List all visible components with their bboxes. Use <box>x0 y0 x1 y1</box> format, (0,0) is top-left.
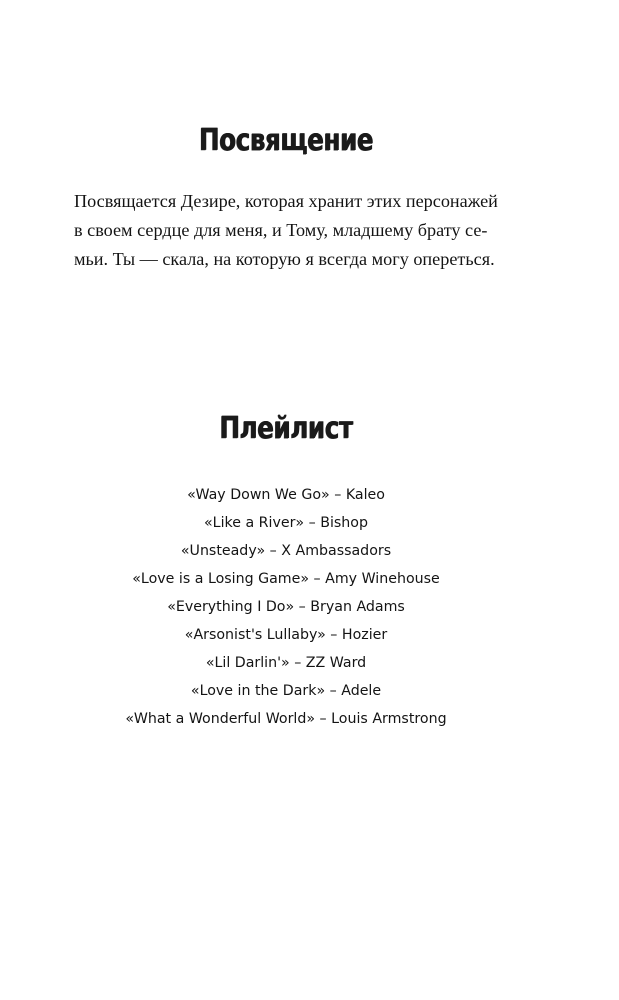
playlist-track: «Love is a Losing Game» – Amy Winehouse <box>132 571 440 587</box>
dedication-paragraph <box>74 187 510 274</box>
playlist-track: «Lil Darlin'» – ZZ Ward <box>205 655 367 671</box>
playlist-heading: Плейлист <box>219 411 353 446</box>
playlist-track: «Unsteady» – X Ambassadors <box>180 543 392 559</box>
playlist-track-list <box>0 481 572 733</box>
dedication-line: мьи. Ты — скала, на которую я всегда могу опереться. <box>74 249 495 269</box>
playlist-track: «Way Down We Go» – Kaleo <box>187 487 385 503</box>
playlist-track: «Love in the Dark» – Adele <box>190 683 382 699</box>
playlist-track: «Everything I Do» – Bryan Adams <box>167 599 405 615</box>
playlist-track: «Arsonist's Lullaby» – Hozier <box>184 627 388 643</box>
playlist-track: «What a Wonderful World» – Louis Armstrong <box>125 711 447 727</box>
playlist-track: «Like a River» – Bishop <box>204 515 368 531</box>
dedication-line: в своем сердце для меня, и Тому, младшему брату се- <box>74 220 488 240</box>
dedication-heading: Посвящение <box>198 123 374 158</box>
dedication-line: Посвящается Дезире, которая хранит этих персонажей <box>74 191 498 211</box>
